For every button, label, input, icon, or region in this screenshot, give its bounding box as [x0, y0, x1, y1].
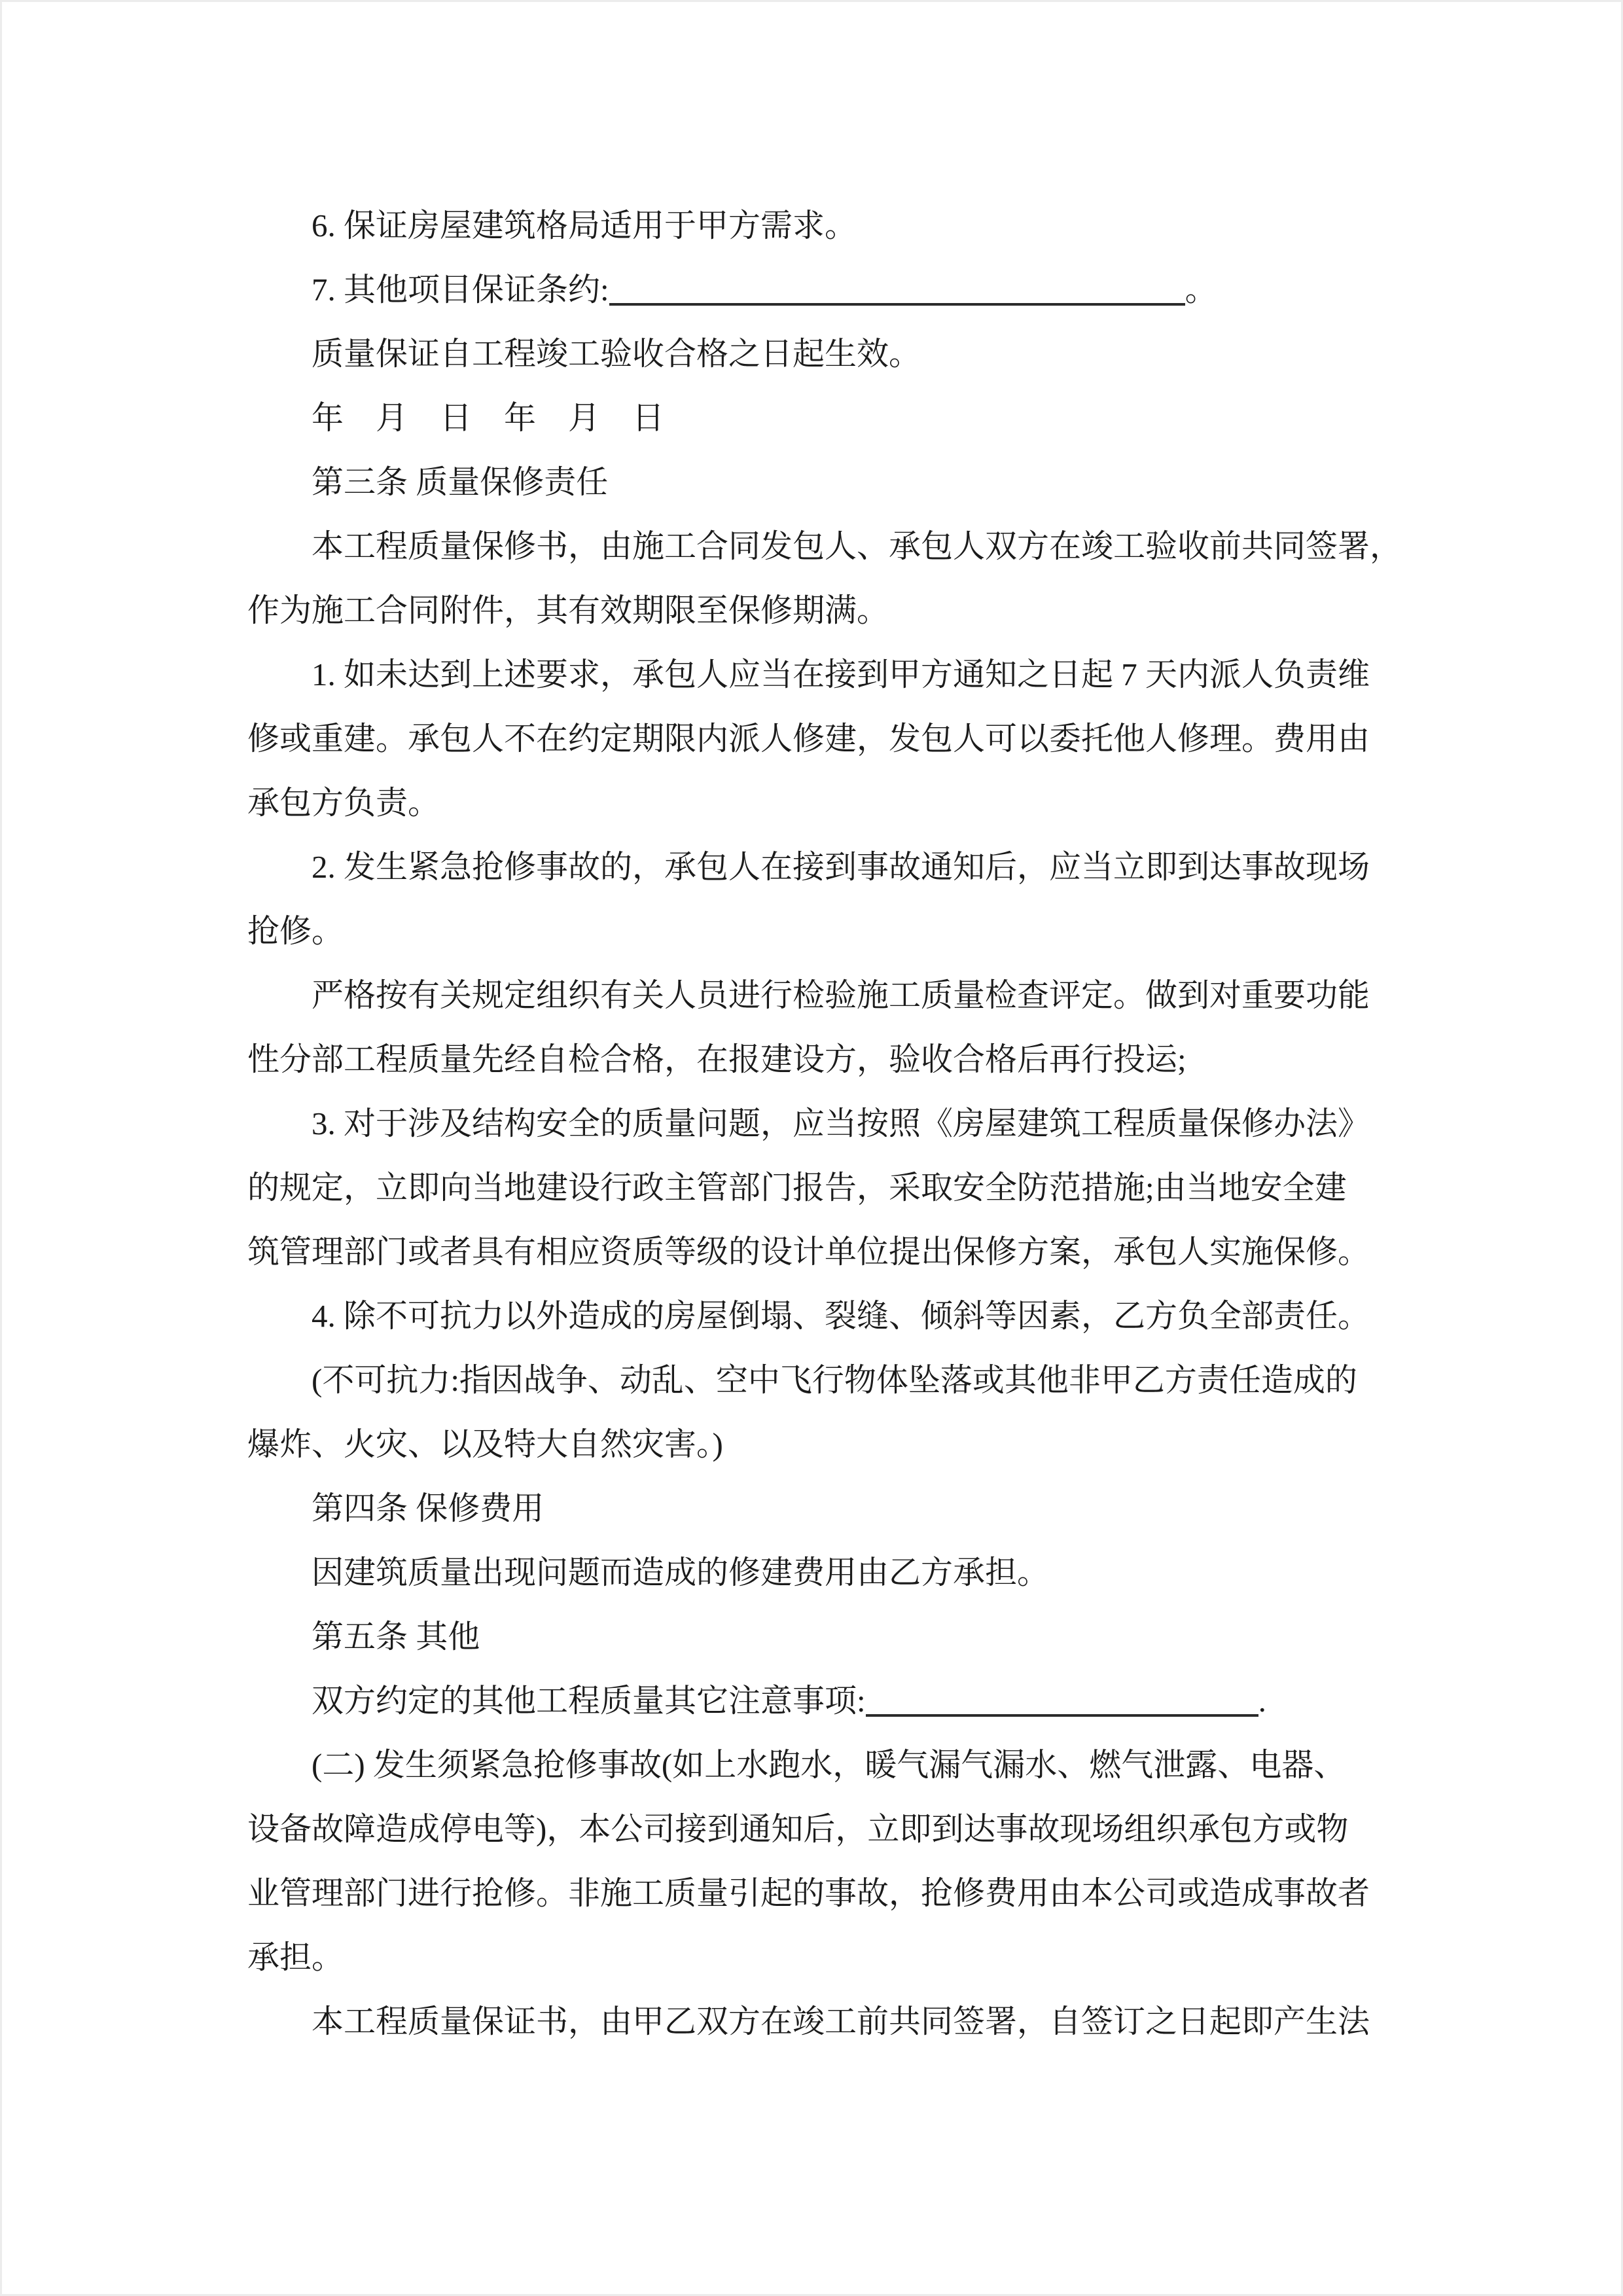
document-line [247, 963, 1380, 1028]
document-line [247, 1477, 1380, 1541]
text-run: 双方约定的其他工程质量其它注意事项: [312, 1683, 866, 1719]
text-run: 严格按有关规定组织有关人员进行检验施工质量检查评定。做到对重要功能 [312, 977, 1370, 1013]
document-line [247, 771, 1380, 835]
text-run: 设备故障造成停电等)，本公司接到通知后，立即到达事故现场组织承包方或物 [247, 1811, 1349, 1847]
document-line [247, 1284, 1380, 1348]
document-line [247, 643, 1380, 707]
text-run: 4. 除不可抗力以外造成的房屋倒塌、裂缝、倾斜等因素，乙方负全部责任。 [312, 1298, 1370, 1334]
document-line [247, 1861, 1380, 1926]
document-line [247, 1412, 1380, 1477]
text-run: . [1258, 1683, 1266, 1719]
document-line [247, 194, 1380, 258]
document-line [247, 1541, 1380, 1605]
text-run: 的规定，立即向当地建设行政主管部门报告，采取安全防范措施;由当地安全建 [247, 1170, 1347, 1206]
text-run: 承包方负责。 [247, 785, 440, 821]
document-line [247, 1605, 1380, 1669]
text-run: 6. 保证房屋建筑格局适用于甲方需求。 [312, 207, 857, 243]
text-run: 承担。 [247, 1939, 344, 1975]
text-run: (不可抗力:指因战争、动乱、空中飞行物体坠落或其他非甲乙方责任造成的 [312, 1362, 1357, 1398]
document-line [247, 707, 1380, 771]
document-line [247, 1348, 1380, 1412]
text-run: 1. 如未达到上述要求，承包人应当在接到甲方通知之日起 7 天内派人负责维 [312, 656, 1370, 692]
document-line [247, 1926, 1380, 1990]
document-line [247, 1733, 1380, 1797]
text-run: 因建筑质量出现问题而造成的修建费用由乙方承担。 [312, 1554, 1050, 1590]
text-run: (二) 发生须紧急抢修事故(如上水跑水，暖气漏气漏水、燃气泄露、电器、 [312, 1747, 1346, 1783]
text-run: 7. 其他项目保证条约: [312, 272, 609, 308]
document-line [247, 1797, 1380, 1861]
document-line [247, 579, 1380, 643]
document-line [247, 835, 1380, 899]
document-line [247, 258, 1380, 322]
text-run: 第四条 保修费用 [312, 1490, 544, 1526]
document-line [247, 450, 1380, 514]
text-run: 本工程质量保修书，由施工合同发包人、承包人双方在竣工验收前共同签署， [312, 528, 1402, 564]
text-run: 修或重建。承包人不在约定期限内派人修建，发包人可以委托他人修理。费用由 [247, 721, 1370, 757]
text-run: 3. 对于涉及结构安全的质量问题，应当按照《房屋建筑工程质量保修办法》 [312, 1105, 1370, 1141]
document-content [247, 194, 1402, 2054]
text-run: 年 月 日 年 月 日 [312, 400, 665, 436]
text-run: 爆炸、火灾、以及特大自然灾害。) [247, 1426, 723, 1462]
document-line [247, 1990, 1380, 2054]
document-line [247, 1156, 1380, 1220]
document-line [247, 1220, 1380, 1284]
text-run: 第三条 质量保修责任 [312, 464, 609, 500]
blank-underline-field [866, 1714, 1258, 1717]
document-line [247, 322, 1380, 386]
text-run: 业管理部门进行抢修。非施工质量引起的事故，抢修费用由本公司或造成事故者 [247, 1875, 1370, 1911]
text-run: 质量保证自工程竣工验收合格之日起生效。 [312, 336, 921, 372]
text-run: 抢修。 [247, 913, 344, 949]
text-run: 第五条 其他 [312, 1619, 480, 1655]
document-line [247, 1669, 1380, 1733]
document-line [247, 899, 1380, 963]
text-run: 2. 发生紧急抢修事故的，承包人在接到事故通知后，应当立即到达事故现场 [312, 849, 1370, 885]
text-run: 本工程质量保证书，由甲乙双方在竣工前共同签署，自签订之日起即产生法 [312, 2003, 1370, 2039]
text-run: 作为施工合同附件，其有效期限至保修期满。 [247, 592, 889, 628]
document-line [247, 386, 1380, 450]
blank-underline-field [609, 303, 1185, 306]
document-line [247, 514, 1402, 579]
text-run: 筑管理部门或者具有相应资质等级的设计单位提出保修方案，承包人实施保修。 [247, 1234, 1370, 1270]
document-line [247, 1092, 1380, 1156]
text-run: 性分部工程质量先经自检合格，在报建设方，验收合格后再行投运; [247, 1041, 1186, 1077]
text-run: 。 [1185, 272, 1217, 308]
document-line [247, 1028, 1380, 1092]
